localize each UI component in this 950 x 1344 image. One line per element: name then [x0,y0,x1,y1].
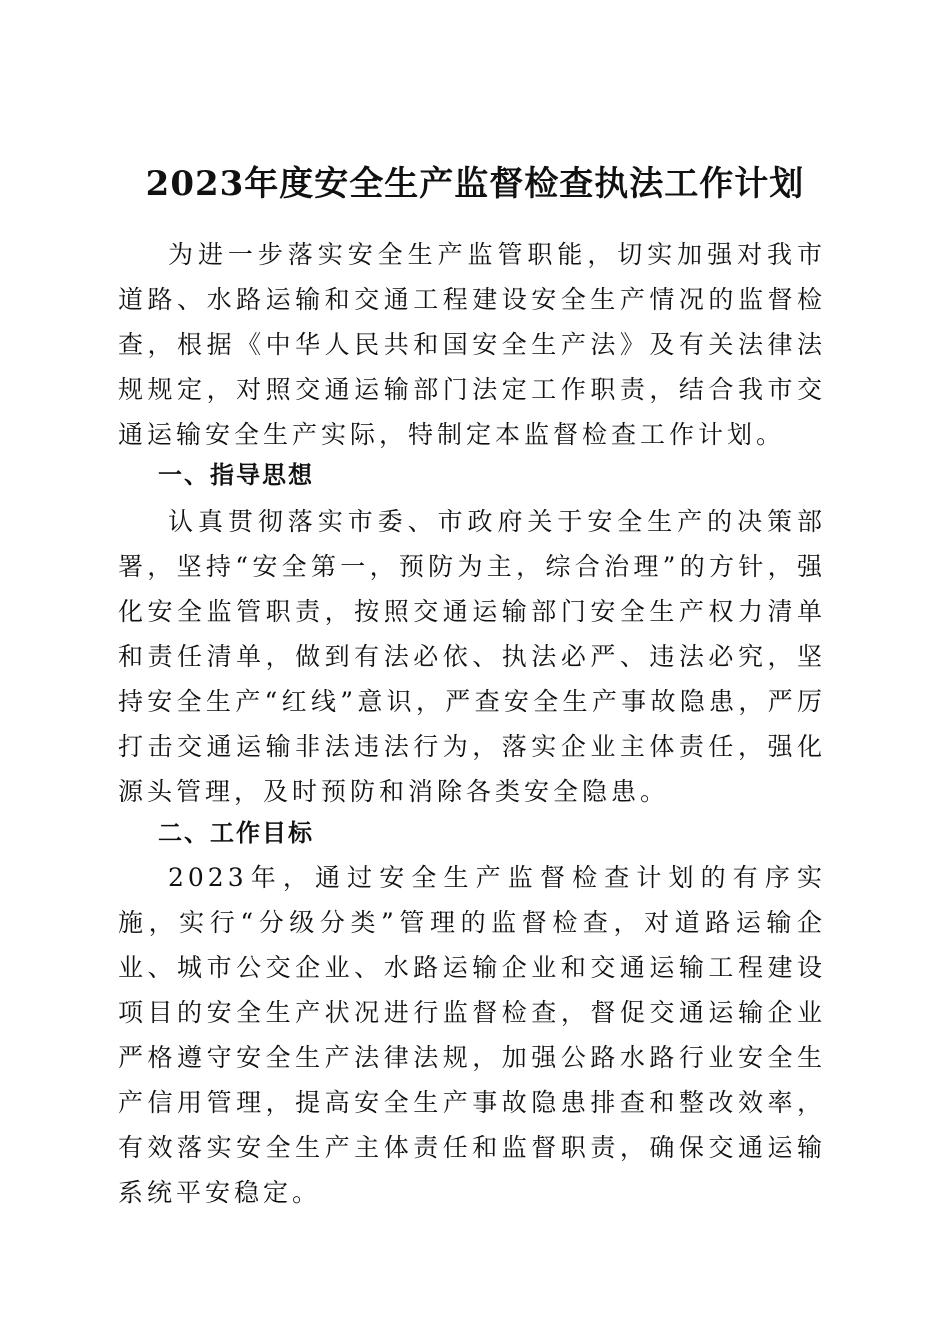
section-heading-guiding-ideology: 一、指导思想 [158,461,314,489]
section-heading-work-goals: 二、工作目标 [158,819,314,847]
document-title: 2023年度安全生产监督检查执法工作计划 [145,163,805,204]
intro-paragraph: 为进一步落实安全生产监管职能，切实加强对我市道路、水路运输和交通工程建设安全生产情况的监督检查，根据《中华人民共和国安全生产法》及有关法律法规规定，对照交通运输部门法定工作职责，结合我市交通运输安全生产实际，特制定本监督检查工作计划。 [118,240,826,449]
section-body-work-goals: 2023年，通过安全生产监督检查计划的有序实施，实行“分级分类”管理的监督检查，对道路运输企业、城市公交企业、水路运输企业和交通运输工程建设项目的安全生产状况进行监督检查，督促交通运输企业严格遵守安全生产法律法规，加强公路水路行业安全生产信用管理，提高安全生产事故隐患排查和整改效率，有效落实安全生产主体责任和监督职责，确保交通运输系统平安稳定。 [118,863,826,1207]
section-body-guiding-ideology: 认真贯彻落实市委、市政府关于安全生产的决策部署，坚持“安全第一，预防为主，综合治理”的方针，强化安全监管职责，按照交通运输部门安全生产权力清单和责任清单，做到有法必依、执法必严、违法必究，坚持安全生产“红线”意识，严查安全生产事故隐患，严厉打击交通运输非法违法行为，落实企业主体责任，强化源头管理，及时预防和消除各类安全隐患。 [118,507,826,806]
